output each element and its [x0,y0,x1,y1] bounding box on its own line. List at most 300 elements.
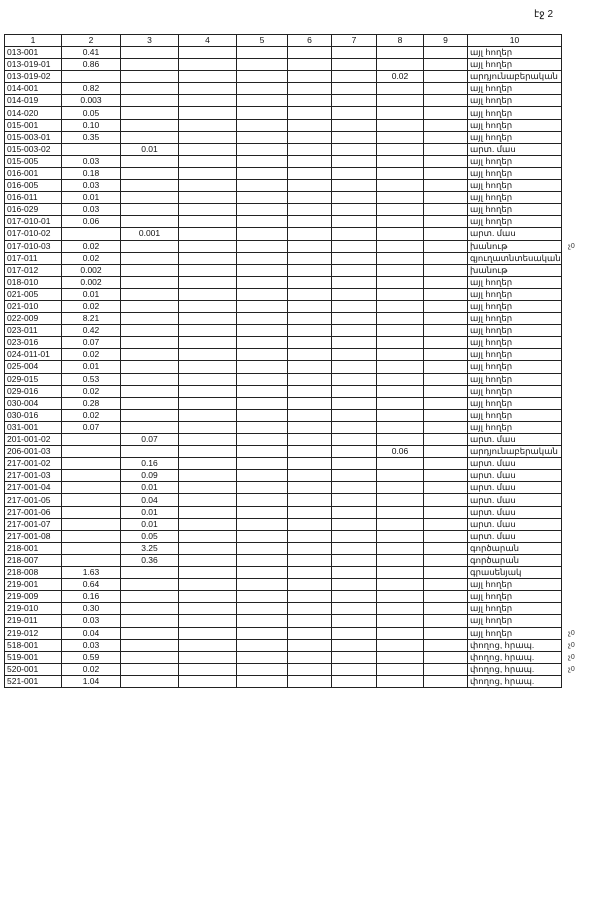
area-cell: 0.01 [121,518,179,530]
table-row [5,494,562,506]
area-cell [237,95,288,107]
area-cell [424,252,468,264]
area-cell [424,228,468,240]
parcel-code-cell: 218-007 [5,554,62,566]
parcel-code-cell: 029-015 [5,373,62,385]
table-row [5,325,562,337]
area-cell [424,288,468,300]
land-use-cell: այլ հողեր [468,325,562,337]
area-cell: 0.02 [62,300,121,312]
area-cell [332,458,377,470]
area-cell [424,276,468,288]
area-cell [288,155,332,167]
area-cell [332,421,377,433]
area-cell [377,627,424,639]
area-cell [237,458,288,470]
table-row [5,83,562,95]
area-cell [288,373,332,385]
area-cell [377,434,424,446]
area-cell [237,349,288,361]
area-cell [121,627,179,639]
land-use-cell: այլ հողեր [468,349,562,361]
area-cell [237,107,288,119]
area-cell [332,530,377,542]
parcel-code-cell: 016-005 [5,180,62,192]
parcel-code-cell: 022-009 [5,313,62,325]
area-cell [288,131,332,143]
table-row [5,470,562,482]
area-cell [332,228,377,240]
land-use-cell: արդյունաբերական [468,71,562,83]
area-cell [377,204,424,216]
area-cell: 0.09 [121,470,179,482]
area-cell [237,192,288,204]
area-cell [288,143,332,155]
area-cell [288,204,332,216]
parcel-code-cell: 217-001-08 [5,530,62,542]
parcel-code-cell: 521-001 [5,675,62,687]
land-use-cell: գործարան [468,554,562,566]
area-cell [332,482,377,494]
table-row [5,204,562,216]
area-cell [424,627,468,639]
margin-mark: չ0 [568,642,575,650]
area-cell [377,325,424,337]
area-cell [424,409,468,421]
table-row [5,216,562,228]
parcel-code-cell: 017-012 [5,264,62,276]
area-cell [237,530,288,542]
table-row [5,240,562,252]
area-cell [179,192,237,204]
table-row [5,95,562,107]
area-cell [179,131,237,143]
area-cell [288,506,332,518]
area-cell [62,446,121,458]
area-cell [288,337,332,349]
area-cell [288,276,332,288]
area-cell [121,155,179,167]
area-cell: 0.01 [62,192,121,204]
parcel-code-cell: 217-001-07 [5,518,62,530]
table-row [5,639,562,651]
area-cell: 0.01 [121,482,179,494]
area-cell [179,361,237,373]
area-cell [62,506,121,518]
table-row [5,518,562,530]
area-cell [377,615,424,627]
area-cell [377,506,424,518]
parcel-code-cell: 030-004 [5,397,62,409]
area-cell [332,276,377,288]
table-row [5,603,562,615]
area-cell: 0.35 [62,131,121,143]
land-use-cell: արտ. մաս [468,482,562,494]
area-cell [288,446,332,458]
area-cell [121,83,179,95]
area-cell [121,131,179,143]
area-cell [237,300,288,312]
area-cell [237,542,288,554]
parcel-code-cell: 013-001 [5,47,62,59]
table-row [5,530,562,542]
area-cell [62,434,121,446]
table-row [5,554,562,566]
area-cell [288,482,332,494]
parcel-code-cell: 021-005 [5,288,62,300]
area-cell [121,349,179,361]
area-cell [377,470,424,482]
area-cell [332,470,377,482]
area-cell [377,554,424,566]
area-cell [288,567,332,579]
area-cell [179,83,237,95]
area-cell [179,458,237,470]
parcel-code-cell: 015-001 [5,119,62,131]
area-cell: 0.02 [377,71,424,83]
land-use-cell: այլ հողեր [468,409,562,421]
parcel-code-cell: 013-019-01 [5,59,62,71]
area-cell [62,494,121,506]
area-cell [332,155,377,167]
land-use-cell: փողոց, հրապ. [468,663,562,675]
land-use-cell: այլ հողեր [468,155,562,167]
table-row [5,591,562,603]
area-cell [179,470,237,482]
area-cell [332,615,377,627]
area-cell [377,458,424,470]
area-cell [332,337,377,349]
area-cell [121,421,179,433]
area-cell [377,252,424,264]
area-cell [424,264,468,276]
area-cell [377,518,424,530]
area-cell [332,397,377,409]
area-cell: 0.28 [62,397,121,409]
area-cell [377,59,424,71]
area-cell: 0.03 [62,639,121,651]
area-cell [121,603,179,615]
area-cell: 1.04 [62,675,121,687]
land-use-cell: այլ հողեր [468,131,562,143]
table-row [5,373,562,385]
table-row [5,264,562,276]
area-cell [179,675,237,687]
land-use-cell: այլ հողեր [468,95,562,107]
table-row [5,313,562,325]
land-use-cell: այլ հողեր [468,216,562,228]
area-cell [424,567,468,579]
area-cell [121,216,179,228]
area-cell [237,276,288,288]
area-cell: 0.03 [62,155,121,167]
area-cell [332,409,377,421]
area-cell [237,494,288,506]
area-cell [179,349,237,361]
area-cell [121,180,179,192]
area-cell [179,325,237,337]
land-use-cell: այլ հողեր [468,107,562,119]
area-cell [237,167,288,179]
area-cell [332,651,377,663]
area-cell [288,494,332,506]
area-cell [62,470,121,482]
area-cell [332,518,377,530]
area-cell [332,264,377,276]
area-cell [377,494,424,506]
area-cell [424,663,468,675]
area-cell [237,603,288,615]
area-cell [424,579,468,591]
area-cell [424,59,468,71]
area-cell [121,651,179,663]
area-cell [237,143,288,155]
area-cell: 0.002 [62,276,121,288]
area-cell [62,530,121,542]
area-cell [237,313,288,325]
land-use-cell: գրասենյակ [468,567,562,579]
area-cell [288,264,332,276]
area-cell: 0.41 [62,47,121,59]
parcel-code-cell: 217-001-06 [5,506,62,518]
area-cell [179,409,237,421]
area-cell [121,675,179,687]
area-cell [377,579,424,591]
area-cell [62,482,121,494]
area-cell [332,71,377,83]
area-cell [332,167,377,179]
area-cell [179,264,237,276]
area-cell [424,518,468,530]
area-cell [332,663,377,675]
parcel-code-cell: 217-001-02 [5,458,62,470]
land-use-cell: արտ. մաս [468,518,562,530]
area-cell [121,204,179,216]
area-cell [424,458,468,470]
area-cell [377,95,424,107]
area-cell [288,470,332,482]
area-cell [332,627,377,639]
area-cell [424,83,468,95]
table-row [5,397,562,409]
area-cell [424,337,468,349]
area-cell [179,155,237,167]
area-cell [424,192,468,204]
land-use-cell: այլ հողեր [468,337,562,349]
area-cell: 0.06 [62,216,121,228]
area-cell [288,180,332,192]
area-cell [121,325,179,337]
col-header: 3 [121,35,179,47]
area-cell [424,95,468,107]
area-cell [288,252,332,264]
area-cell [179,228,237,240]
land-use-cell: փողոց, հրապ. [468,651,562,663]
area-cell [424,47,468,59]
page-number: էջ 2 [534,9,554,20]
area-cell [424,603,468,615]
table-row [5,131,562,143]
land-use-cell: այլ հողեր [468,603,562,615]
land-use-cell: այլ հողեր [468,59,562,71]
area-cell [237,482,288,494]
area-cell [179,71,237,83]
area-cell [332,567,377,579]
col-header: 8 [377,35,424,47]
area-cell [237,83,288,95]
area-cell: 0.36 [121,554,179,566]
land-use-cell: այլ հողեր [468,288,562,300]
table-row [5,192,562,204]
area-cell [377,542,424,554]
land-use-cell: այլ հողեր [468,276,562,288]
area-cell [377,337,424,349]
area-cell [288,240,332,252]
land-use-cell: այլ հողեր [468,579,562,591]
land-use-cell: այլ հողեր [468,313,562,325]
area-cell [288,579,332,591]
area-cell [377,482,424,494]
col-header: 1 [5,35,62,47]
area-cell [179,337,237,349]
area-cell [62,458,121,470]
area-cell [237,518,288,530]
area-cell [377,264,424,276]
area-cell [332,131,377,143]
area-cell [424,143,468,155]
area-cell [179,59,237,71]
area-cell [288,288,332,300]
parcel-code-cell: 017-010-03 [5,240,62,252]
area-cell [424,155,468,167]
area-cell: 0.02 [62,252,121,264]
area-cell [377,349,424,361]
parcel-code-cell: 520-001 [5,663,62,675]
area-cell [121,119,179,131]
area-cell [332,434,377,446]
area-cell [288,397,332,409]
land-use-cell: այլ հողեր [468,204,562,216]
area-cell [332,313,377,325]
area-cell: 0.07 [62,337,121,349]
land-use-cell: գյուղատնտեսական [468,252,562,264]
area-cell [377,675,424,687]
area-cell: 0.02 [62,385,121,397]
area-cell [237,663,288,675]
area-cell [179,567,237,579]
parcel-code-cell: 014-001 [5,83,62,95]
area-cell [377,155,424,167]
area-cell [237,506,288,518]
area-cell [121,639,179,651]
parcel-code-cell: 015-003-01 [5,131,62,143]
area-cell [377,373,424,385]
area-cell [332,591,377,603]
area-cell [377,313,424,325]
area-cell [424,554,468,566]
area-cell [121,240,179,252]
area-cell [332,603,377,615]
area-cell [288,119,332,131]
parcel-code-cell: 023-016 [5,337,62,349]
area-cell [288,167,332,179]
area-cell [179,494,237,506]
area-cell: 0.59 [62,651,121,663]
land-use-cell: գործարան [468,542,562,554]
area-cell [288,71,332,83]
area-cell [377,385,424,397]
parcel-code-cell: 217-001-05 [5,494,62,506]
area-cell [332,385,377,397]
area-cell [377,276,424,288]
area-cell [179,252,237,264]
area-cell [237,675,288,687]
table-row [5,47,562,59]
area-cell [288,603,332,615]
area-cell: 0.42 [62,325,121,337]
parcel-code-cell: 217-001-04 [5,482,62,494]
area-cell [288,591,332,603]
area-cell [121,288,179,300]
area-cell [179,288,237,300]
area-cell [179,639,237,651]
parcel-code-cell: 030-016 [5,409,62,421]
area-cell [237,252,288,264]
area-cell: 0.002 [62,264,121,276]
area-cell [62,518,121,530]
area-cell [424,615,468,627]
table-row [5,288,562,300]
area-cell [288,651,332,663]
table-row [5,119,562,131]
area-cell [179,313,237,325]
area-cell [237,119,288,131]
table-row [5,276,562,288]
area-cell [424,651,468,663]
land-use-cell: այլ հողեր [468,627,562,639]
area-cell [237,155,288,167]
parcel-code-cell: 025-004 [5,361,62,373]
area-cell [332,288,377,300]
area-cell [121,95,179,107]
parcel-code-cell: 014-019 [5,95,62,107]
parcel-code-cell: 016-011 [5,192,62,204]
area-cell [179,240,237,252]
area-cell [377,83,424,95]
area-cell [424,167,468,179]
table-row [5,651,562,663]
area-cell [237,264,288,276]
land-use-cell: արտ. մաս [468,434,562,446]
area-cell [62,71,121,83]
area-cell [377,216,424,228]
area-cell [121,409,179,421]
area-cell [288,627,332,639]
area-cell [288,349,332,361]
area-cell [237,47,288,59]
parcel-code-cell: 518-001 [5,639,62,651]
parcel-code-cell: 014-020 [5,107,62,119]
area-cell [424,107,468,119]
parcel-code-cell: 201-001-02 [5,434,62,446]
area-cell [121,192,179,204]
land-use-cell: այլ հողեր [468,421,562,433]
land-use-cell: արտ. մաս [468,494,562,506]
area-cell [237,337,288,349]
area-cell [332,95,377,107]
table-row [5,252,562,264]
land-use-cell: այլ հողեր [468,615,562,627]
